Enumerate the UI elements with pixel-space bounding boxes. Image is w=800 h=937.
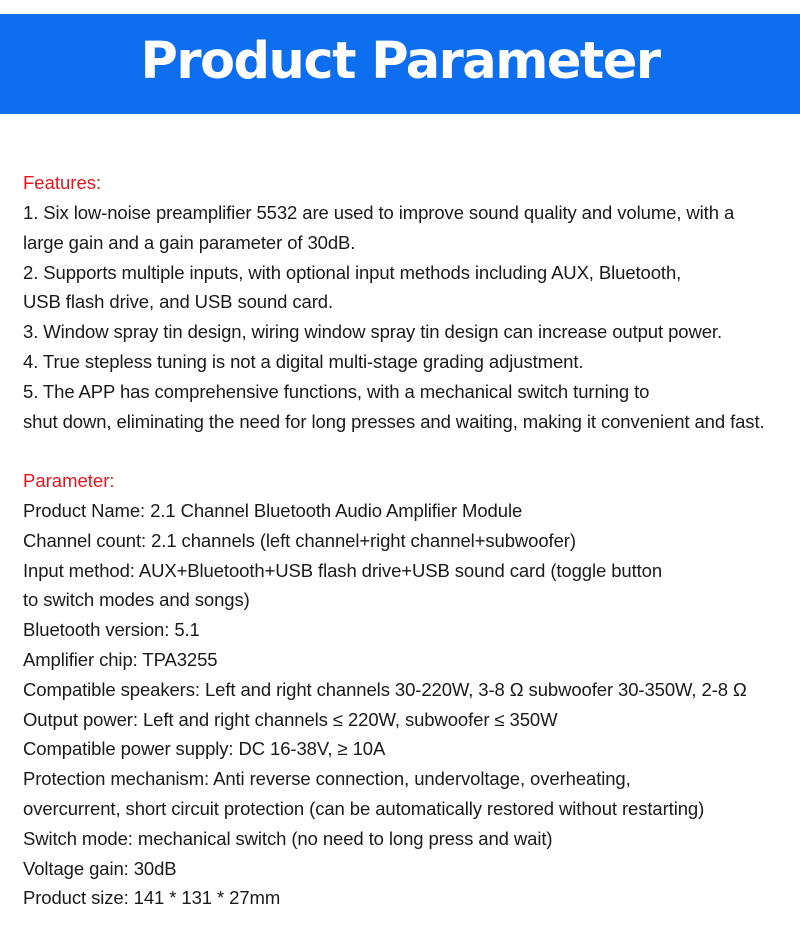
parameter-line: to switch modes and songs)	[23, 589, 250, 611]
parameter-line: Product Name: 2.1 Channel Bluetooth Audio Amplifier Module	[23, 500, 523, 521]
parameter-line: Bluetooth version: 5.1	[23, 619, 200, 641]
parameter-line: Input method: AUX+Bluetooth+USB flash drive+USB sound card (toggle button	[23, 559, 663, 581]
parameter-section	[23, 466, 798, 913]
feature-line: 2. Supports multiple inputs, with optional input methods including AUX, Bluetooth,	[23, 261, 682, 283]
parameter-line: Switch mode: mechanical switch (no need to long press and wait)	[23, 827, 553, 849]
parameter-line: Channel count: 2.1 channels (left channel+right channel+subwoofer)	[23, 529, 576, 551]
parameter-line: Output power: Left and right channels ≤ 220W, subwoofer ≤ 350W	[23, 708, 558, 730]
feature-line: 3. Window spray tin design, wiring window spray tin design can increase output power.	[23, 321, 722, 343]
feature-line: 5. The APP has comprehensive functions, with a mechanical switch turning to	[23, 380, 650, 402]
feature-line: USB flash drive, and USB sound card.	[23, 291, 334, 313]
features-heading: Features:	[23, 172, 102, 193]
parameter-line: Compatible power supply: DC 16-38V, ≥ 10A	[23, 738, 386, 760]
parameter-line: Product size: 141 * 131 * 27mm	[23, 887, 281, 909]
features-section	[23, 168, 798, 436]
page-title: Product Parameter	[140, 31, 660, 91]
feature-line: shut down, eliminating the need for long presses and waiting, making it convenient and fast.	[23, 410, 765, 432]
title-banner	[0, 14, 800, 114]
feature-line: 4. True stepless tuning is not a digital multi-stage grading adjustment.	[23, 350, 584, 372]
parameter-heading: Parameter:	[23, 470, 115, 491]
parameter-line: overcurrent, short circuit protection (can be automatically restored without restarting)	[23, 797, 705, 819]
parameter-line: Amplifier chip: TPA3255	[23, 648, 218, 670]
parameter-line: Voltage gain: 30dB	[23, 857, 177, 879]
parameter-line: Compatible speakers: Left and right channels 30-220W, 3-8 Ω subwoofer 30-350W, 2-8 Ω	[23, 678, 747, 700]
parameter-line: Protection mechanism: Anti reverse connection, undervoltage, overheating,	[23, 768, 631, 790]
feature-line: 1. Six low-noise preamplifier 5532 are used to improve sound quality and volume, with a	[23, 202, 735, 223]
feature-line: large gain and a gain parameter of 30dB.	[23, 231, 356, 253]
